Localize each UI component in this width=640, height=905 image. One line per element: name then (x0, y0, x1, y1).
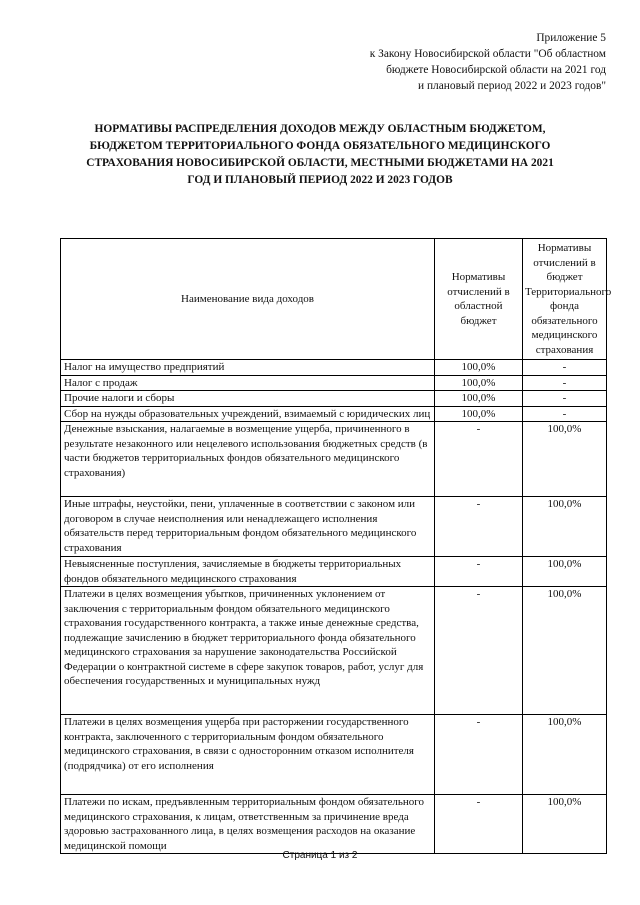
table-row (61, 497, 607, 557)
revenue-name: Налог с продаж (61, 375, 435, 391)
fund-norm: 100,0% (523, 497, 607, 557)
table-row (61, 422, 607, 497)
regional-norm: 100,0% (435, 375, 523, 391)
header-fund-norm: Нормативы отчислений в бюджет Территориального фонда обязательного медицинского страхования (523, 239, 607, 360)
table-row (61, 587, 607, 715)
table-row (61, 391, 607, 407)
title-line: НОРМАТИВЫ РАСПРЕДЕЛЕНИЯ ДОХОДОВ МЕЖДУ ОБЛАСТНЫМ БЮДЖЕТОМ, (94, 123, 546, 135)
revenue-name: Налог на имущество предприятий (61, 360, 435, 376)
revenue-name: Денежные взыскания, налагаемые в возмещение ущерба, причиненного в результате незаконного или нецелевого использования бюджетных средств (в части бюджетов территориальных фондов обязательного медицинского страхования) (61, 422, 435, 497)
table-row (61, 557, 607, 587)
annex-line: бюджете Новосибирской области на 2021 год (386, 64, 606, 76)
fund-norm: 100,0% (523, 557, 607, 587)
regional-norm: 100,0% (435, 360, 523, 376)
annex-line: и плановый период 2022 и 2023 годов" (418, 80, 606, 92)
regional-norm: - (435, 715, 523, 795)
title-line: СТРАХОВАНИЯ НОВОСИБИРСКОЙ ОБЛАСТИ, МЕСТНЫМИ БЮДЖЕТАМИ НА 2021 (86, 157, 554, 169)
revenue-name: Платежи по искам, предъявленным территориальным фондом обязательного медицинского страхования, к лицам, ответственным за причинение вреда здоровью застрахованного лица, в целях возмещения расходов на оказание медицинской помощи (61, 795, 435, 854)
revenue-name: Сбор на нужды образовательных учреждений, взимаемый с юридических лиц (61, 406, 435, 422)
annex-line: Приложение 5 (536, 32, 606, 44)
regional-norm: 100,0% (435, 391, 523, 407)
regional-norm: - (435, 795, 523, 854)
fund-norm: - (523, 375, 607, 391)
annex-line: к Закону Новосибирской области "Об областном (369, 48, 606, 60)
header-revenue-type: Наименование вида доходов (61, 239, 435, 360)
fund-norm: 100,0% (523, 795, 607, 854)
fund-norm: 100,0% (523, 715, 607, 795)
header-regional-norm: Нормативы отчислений в областной бюджет (435, 239, 523, 360)
table-row (61, 715, 607, 795)
title-line: БЮДЖЕТОМ ТЕРРИТОРИАЛЬНОГО ФОНДА ОБЯЗАТЕЛЬНОГО МЕДИЦИНСКОГО (89, 140, 551, 152)
regional-norm: - (435, 422, 523, 497)
revenue-norms-table (60, 238, 612, 854)
document-title (60, 121, 580, 189)
regional-norm: - (435, 557, 523, 587)
table-row (61, 406, 607, 422)
fund-norm: 100,0% (523, 587, 607, 715)
annex-reference (316, 30, 606, 94)
fund-norm: 100,0% (523, 422, 607, 497)
table-header-row (61, 239, 607, 360)
table-row (61, 375, 607, 391)
fund-norm: - (523, 406, 607, 422)
regional-norm: - (435, 497, 523, 557)
regional-norm: - (435, 587, 523, 715)
revenue-name: Платежи в целях возмещения убытков, причиненных уклонением от заключения с территориальным фондом обязательного медицинского страхования государственного контракта, а также иные денежные средства, подлежащие зачислению в бюджет территориального фонда обязательного медицинского страхования за нарушение законодательства Российской Федерации о контрактной системе в сфере закупок товаров, работ, услуг для обеспечения государственных и муниципальных нужд (61, 587, 435, 715)
revenue-name: Платежи в целях возмещения ущерба при расторжении государственного контракта, заключенного с территориальным фондом обязательного медицинского страхования, в связи с односторонним отказом исполнителя (подрядчика) от его исполнения (61, 715, 435, 795)
revenue-name: Невыясненные поступления, зачисляемые в бюджеты территориальных фондов обязательного медицинского страхования (61, 557, 435, 587)
table-row (61, 795, 607, 854)
revenue-name: Иные штрафы, неустойки, пени, уплаченные в соответствии с законом или договором в случае неисполнения или ненадлежащего исполнения обязательств перед территориальным фондом обязательного медицинского страхования (61, 497, 435, 557)
fund-norm: - (523, 391, 607, 407)
regional-norm: 100,0% (435, 406, 523, 422)
table-row (61, 360, 607, 376)
title-line: ГОД И ПЛАНОВЫЙ ПЕРИОД 2022 И 2023 ГОДОВ (187, 174, 453, 186)
revenue-name: Прочие налоги и сборы (61, 391, 435, 407)
fund-norm: - (523, 360, 607, 376)
page-number: Страница 1 из 2 (282, 850, 358, 861)
